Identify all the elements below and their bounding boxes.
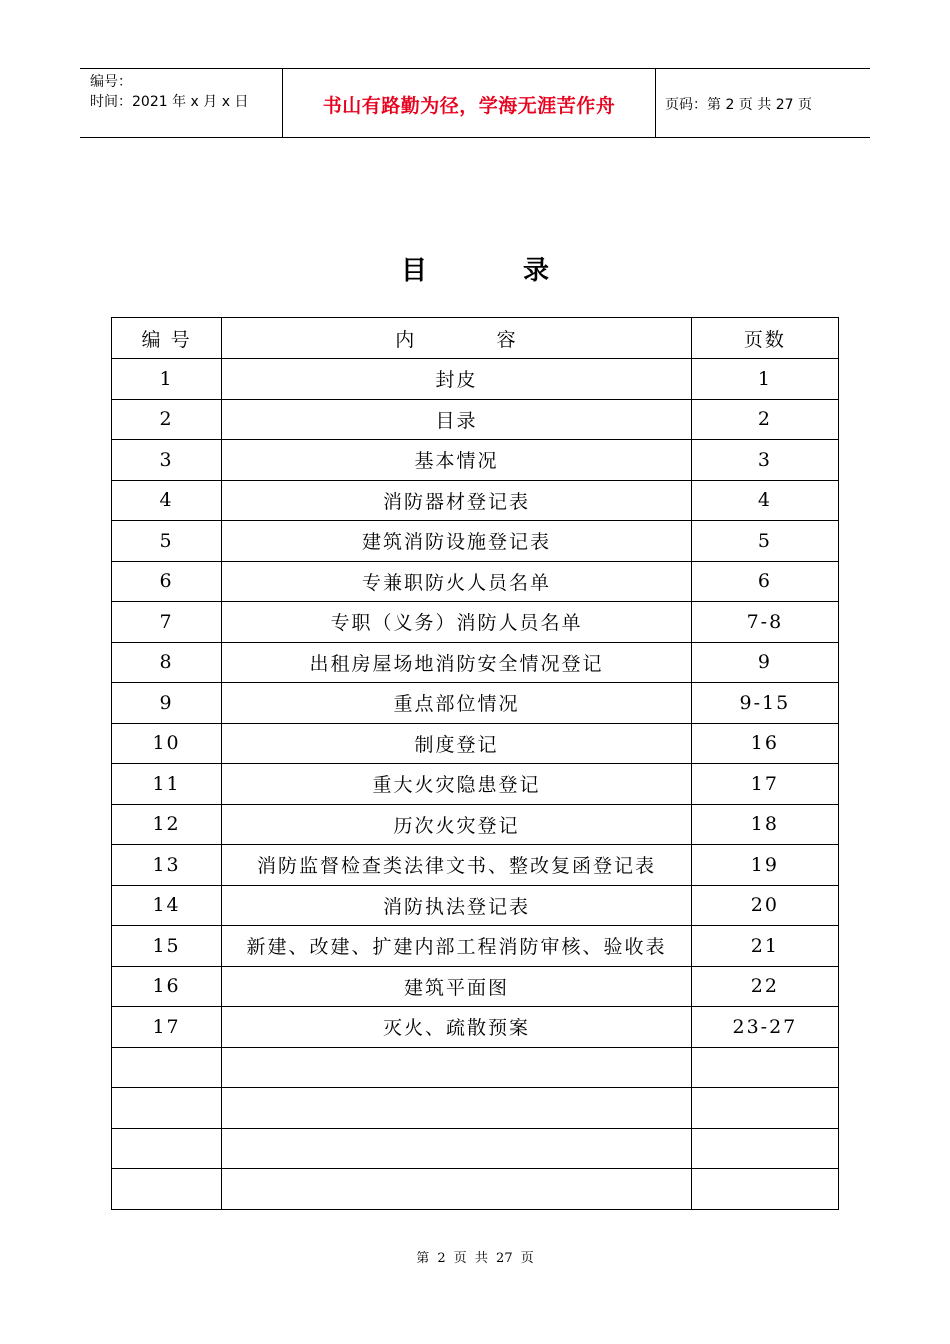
row-page-cell: 7-8 <box>691 602 838 643</box>
table-row <box>112 1169 839 1210</box>
table-row <box>112 642 839 683</box>
page-footer: 第 2 页 共 27 页 <box>416 1251 534 1266</box>
row-content-cell: 基本情况 <box>222 440 692 481</box>
header-right-cell <box>655 69 870 137</box>
row-content-cell: 建筑平面图 <box>222 966 692 1007</box>
document-number-label: 编号： <box>90 74 132 90</box>
row-number-cell: 16 <box>112 966 222 1007</box>
row-number-cell: 3 <box>112 440 222 481</box>
row-page-cell: 20 <box>691 885 838 926</box>
column-header-content: 内 容 <box>222 318 692 359</box>
row-content-cell: 出租房屋场地消防安全情况登记 <box>222 642 692 683</box>
row-page-cell: 21 <box>691 926 838 967</box>
row-page-cell: 4 <box>691 480 838 521</box>
row-page-cell: 2 <box>691 399 838 440</box>
row-number-cell <box>112 1088 222 1129</box>
row-page-cell: 5 <box>691 521 838 562</box>
row-page-cell <box>691 1169 838 1210</box>
row-page-cell: 23-27 <box>691 1007 838 1048</box>
row-content-cell: 消防执法登记表 <box>222 885 692 926</box>
row-number-cell: 6 <box>112 561 222 602</box>
row-number-cell <box>112 1047 222 1088</box>
row-page-cell: 9 <box>691 642 838 683</box>
header-motto: 书山有路勤为径，学海无涯苦作舟 <box>322 95 616 117</box>
row-number-cell: 1 <box>112 359 222 400</box>
table-row <box>112 1128 839 1169</box>
table-row <box>112 966 839 1007</box>
row-page-cell: 17 <box>691 764 838 805</box>
row-page-cell <box>691 1128 838 1169</box>
contents-table <box>111 317 839 1210</box>
table-row <box>112 723 839 764</box>
page-header <box>80 68 870 138</box>
row-page-cell: 6 <box>691 561 838 602</box>
column-header-number: 编 号 <box>112 318 222 359</box>
row-number-cell: 10 <box>112 723 222 764</box>
row-number-cell: 5 <box>112 521 222 562</box>
row-content-cell: 新建、改建、扩建内部工程消防审核、验收表 <box>222 926 692 967</box>
header-page-label: 页码：第 2 页 共 27 页 <box>665 97 812 113</box>
row-content-cell: 消防器材登记表 <box>222 480 692 521</box>
row-content-cell <box>222 1169 692 1210</box>
row-number-cell: 7 <box>112 602 222 643</box>
table-header-row <box>112 318 839 359</box>
table-row <box>112 804 839 845</box>
row-number-cell: 11 <box>112 764 222 805</box>
table-row <box>112 1047 839 1088</box>
row-number-cell: 15 <box>112 926 222 967</box>
row-page-cell: 18 <box>691 804 838 845</box>
table-row <box>112 602 839 643</box>
row-content-cell: 重点部位情况 <box>222 683 692 724</box>
table-row <box>112 521 839 562</box>
row-number-cell: 2 <box>112 399 222 440</box>
row-page-cell: 19 <box>691 845 838 886</box>
table-row <box>112 561 839 602</box>
header-left-cell <box>80 69 282 137</box>
row-content-cell: 消防监督检查类法律文书、整改复函登记表 <box>222 845 692 886</box>
row-content-cell: 封皮 <box>222 359 692 400</box>
row-number-cell: 14 <box>112 885 222 926</box>
row-page-cell <box>691 1088 838 1129</box>
row-content-cell <box>222 1088 692 1129</box>
table-row <box>112 683 839 724</box>
column-header-page: 页数 <box>691 318 838 359</box>
table-row <box>112 1007 839 1048</box>
row-page-cell: 22 <box>691 966 838 1007</box>
row-content-cell: 专兼职防火人员名单 <box>222 561 692 602</box>
document-time-label: 时间：2021 年 x 月 x 日 <box>90 94 249 110</box>
row-number-cell: 12 <box>112 804 222 845</box>
row-content-cell: 制度登记 <box>222 723 692 764</box>
row-page-cell: 1 <box>691 359 838 400</box>
table-row <box>112 845 839 886</box>
table-row <box>112 926 839 967</box>
row-number-cell: 13 <box>112 845 222 886</box>
row-number-cell <box>112 1169 222 1210</box>
row-content-cell: 建筑消防设施登记表 <box>222 521 692 562</box>
table-row <box>112 764 839 805</box>
row-content-cell: 重大火灾隐患登记 <box>222 764 692 805</box>
table-row <box>112 440 839 481</box>
table-row <box>112 399 839 440</box>
row-content-cell: 历次火灾登记 <box>222 804 692 845</box>
table-row <box>112 480 839 521</box>
row-number-cell <box>112 1128 222 1169</box>
row-content-cell: 灭火、疏散预案 <box>222 1007 692 1048</box>
row-page-cell: 9-15 <box>691 683 838 724</box>
page-title: 目录 <box>400 256 645 286</box>
row-number-cell: 4 <box>112 480 222 521</box>
row-page-cell: 16 <box>691 723 838 764</box>
row-content-cell: 目录 <box>222 399 692 440</box>
row-content-cell: 专职（义务）消防人员名单 <box>222 602 692 643</box>
row-content-cell <box>222 1047 692 1088</box>
row-number-cell: 8 <box>112 642 222 683</box>
row-page-cell <box>691 1047 838 1088</box>
table-row <box>112 1088 839 1129</box>
header-middle-cell <box>282 69 656 137</box>
row-content-cell <box>222 1128 692 1169</box>
row-page-cell: 3 <box>691 440 838 481</box>
table-row <box>112 359 839 400</box>
row-number-cell: 9 <box>112 683 222 724</box>
table-row <box>112 885 839 926</box>
row-number-cell: 17 <box>112 1007 222 1048</box>
